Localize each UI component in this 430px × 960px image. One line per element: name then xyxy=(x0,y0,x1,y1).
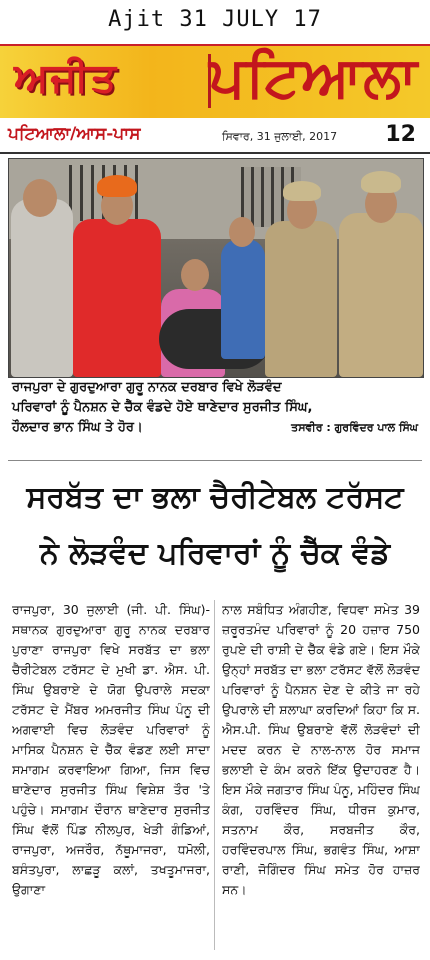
section-header xyxy=(0,122,430,154)
headline-rule xyxy=(8,460,422,461)
photo-turban xyxy=(283,181,321,201)
photo-caption-line: ਪਰਿਵਾਰਾਂ ਨੂੰ ਪੈਨਸ਼ਨ ਦੇ ਚੈੱਕ ਵੰਡਦੇ ਹੋਏ ਥਾਣੇਦਾਰ ਸੁਰਜੀਤ ਸਿੰਘ, xyxy=(12,400,313,415)
page-number: 12 xyxy=(385,122,416,147)
photo-person xyxy=(339,213,423,377)
issue-date: ਸਿਵਾਰ, 31 ਜੁਲਾਈ, 2017 xyxy=(222,130,338,143)
masthead-logo: ਅਜੀਤ xyxy=(14,54,119,101)
photo-caption-line: ਹੌਲਦਾਰ ਭਾਨ ਸਿੰਘ ਤੇ ਹੋਰ। xyxy=(12,420,143,435)
photo-person xyxy=(73,219,161,377)
article-body-right-column: ਨਾਲ ਸਬੰਧਿਤ ਅੰਗਹੀਣ, ਵਿਧਵਾ ਸਮੇਤ 39 ਜ਼ਰੂਰਤਮੰਦ ਪਰਿਵਾਰਾਂ ਨੂੰ 20 ਹਜ਼ਾਰ 750 ਰੁਪਏ ਦੀ ਰਾਸ਼ੀ ਦੇ ਚੈੱਕ ਵੰਡੇ ਗਏ। ਇਸ ਮੌਕੇ ਉਨ੍ਹਾਂ ਸਰਬੱਤ ਦਾ ਭਲਾ ਟਰੱਸਟ ਵੱਲੋਂ ਲੋੜਵੰਦ ਪਰਿਵਾਰਾਂ ਨੂੰ ਪੈਨਸ਼ਨ ਦੇਣ ਦੇ ਕੀਤੇ ਜਾ ਰਹੇ ਉਪਰਾਲੇ ਦੀ ਸ਼ਲਾਘਾ ਕਰਦਿਆਂ ਕਿਹਾ ਕਿ ਸ. ਐਸ.ਪੀ. ਸਿੰਘ ਉਬਰਾਏ ਵੱਲੋਂ ਲੋੜਵੰਦਾਂ ਦੀ ਮਦਦ ਕਰਨ ਦੇ ਨਾਲ-ਨਾਲ ਹੋਰ ਸਮਾਜ ਭਲਾਈ ਦੇ ਕੰਮ ਕਰਨੇ ਇੱਕ ਉਦਾਹਰਣ ਹੈ। ਇਸ ਮੌਕੇ ਜਗਤਾਰ ਸਿੰਘ ਪੰਨੂ, ਮਹਿੰਦਰ ਸਿੰਘ ਕੰਗ, ਹਰਵਿੰਦਰ ਸਿੰਘ, ਧੀਰਜ ਕੁਮਾਰ, ਸਤਨਾਮ ਕੌਰ, ਸਰਬਜੀਤ ਕੌਰ, ਹਰਵਿੰਦਰਪਾਲ ਸਿੰਘ, ਭਗਵੰਤ ਸਿੰਘ, ਆਸ਼ਾ ਰਾਣੀ, ਜੋਗਿੰਦਰ ਸਿੰਘ ਸਮੇਤ ਹੋਰ ਹਾਜ਼ਰ ਸਨ। xyxy=(222,602,420,897)
photo-person xyxy=(11,199,73,377)
photo-person xyxy=(221,239,265,359)
masthead-edition-title: ਪਟਿਆਲਾ xyxy=(209,44,418,110)
headline-line-1: ਸਰਬੱਤ ਦਾ ਭਲਾ ਚੈਰੀਟੇਬਲ ਟਰੱਸਟ xyxy=(26,480,404,515)
section-name: ਪਟਿਆਲਾ/ਆਸ-ਪਾਸ xyxy=(8,124,141,144)
article-body-left-column: ਰਾਜਪੁਰਾ, 30 ਜੁਲਾਈ (ਜੀ. ਪੀ. ਸਿੰਘ)- ਸਥਾਨਕ ਗੁਰਦੁਆਰਾ ਗੁਰੂ ਨਾਨਕ ਦਰਬਾਰ ਪੁਰਾਣਾ ਰਾਜਪੁਰਾ ਵਿਖੇ ਸਰਬੱਤ ਦਾ ਭਲਾ ਚੈਰੀਟੇਬਲ ਟਰੱਸਟ ਦੇ ਮੁਖੀ ਡਾ. ਐਸ. ਪੀ. ਸਿੰਘ ਉਬਰਾਏ ਦੇ ਯੋਗ ਉਪਰਾਲੇ ਸਦਕਾ ਟਰੱਸਟ ਦੇ ਮੈਂਬਰ ਅਮਰਜੀਤ ਸਿੰਘ ਪੰਨੂ ਦੀ ਅਗਵਾਈ ਵਿਚ ਲੋੜਵੰਦ ਪਰਿਵਾਰਾਂ ਨੂੰ ਮਾਸਿਕ ਪੈਨਸ਼ਨ ਦੇ ਚੈੱਕ ਵੰਡਣ ਲਈ ਸਾਦਾ ਸਮਾਗਮ ਕਰਵਾਇਆ ਗਿਆ, ਜਿਸ ਵਿਚ ਥਾਣੇਦਾਰ ਸੁਰਜੀਤ ਸਿੰਘ ਵਿਸ਼ੇਸ਼ ਤੌਰ 'ਤੇ ਪਹੁੰਚੇ। ਸਮਾਗਮ ਦੌਰਾਨ ਥਾਣੇਦਾਰ ਸੁਰਜੀਤ ਸਿੰਘ ਵੱਲੋਂ ਪਿੰਡ ਨੀਲਪੁਰ, ਖੇੜੀ ਗੰਡਿਆਂ, ਰਾਜਪੁਰਾ, ਅਜਰੌਰ, ਨੱਥੂਮਾਜਰਾ, ਧਮੋਲੀ, ਬਸੰਤਪੁਰਾ, ਲਾਛੜੂ ਕਲਾਂ, ਤਖਤੂਮਾਜਰਾ, ਉਗਾਣਾ xyxy=(12,602,210,897)
photo-caption-line: ਰਾਜਪੁਰਾ ਦੇ ਗੁਰਦੁਆਰਾ ਗੁਰੂ ਨਾਨਕ ਦਰਬਾਰ ਵਿਖੇ ਲੋੜਵੰਦ xyxy=(12,380,282,395)
photo-person-head xyxy=(23,179,57,217)
news-photo xyxy=(8,158,424,378)
photo-credit: ਤਸਵੀਰ : ਗੁਰਵਿੰਦਰ ਪਾਲ ਸਿੰਘ xyxy=(291,421,418,434)
photo-person xyxy=(265,221,337,377)
newspaper-masthead xyxy=(0,44,430,118)
clipping-caption: Ajit 31 JULY 17 xyxy=(108,7,322,32)
photo-turban xyxy=(361,171,401,193)
photo-turban xyxy=(97,175,137,197)
photo-person-head xyxy=(181,259,209,291)
headline-line-2: ਨੇ ਲੋੜਵੰਦ ਪਰਿਵਾਰਾਂ ਨੂੰ ਚੈੱਕ ਵੰਡੇ xyxy=(39,536,390,571)
photo-person-head xyxy=(229,217,255,247)
column-divider xyxy=(214,600,215,950)
photo-caption xyxy=(0,378,430,448)
article-headline xyxy=(0,470,430,590)
